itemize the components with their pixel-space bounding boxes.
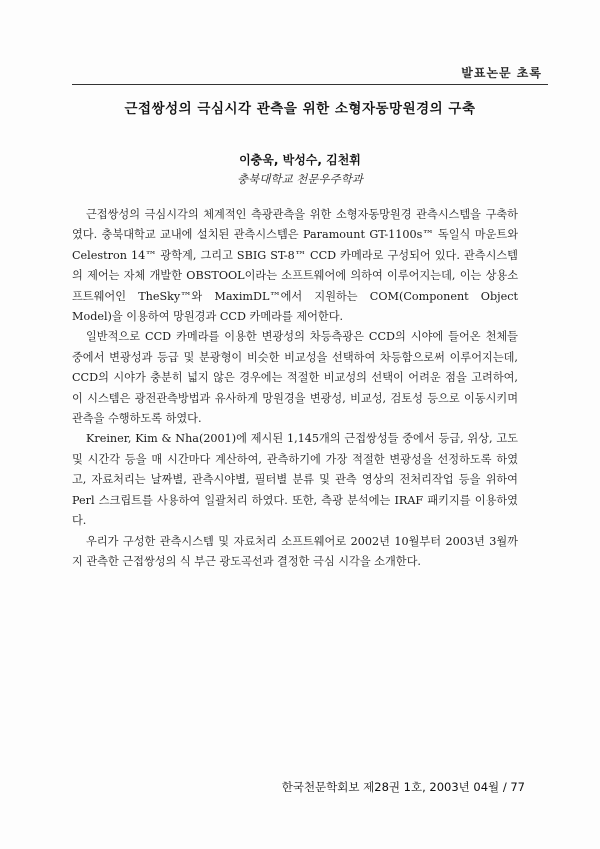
abstract-paragraph-2: 일반적으로 CCD 카메라를 이용한 변광성의 차등측광은 CCD의 시야에 들어온 천체들 중에서 변광성과 등급 및 분광형이 비슷한 비교성을 선택하여 차등함으로써 이루어지는데, CCD의 시야가 충분히 넓지 않은 경우에는 적절한 비교성의 선택이 어려운 점을 고려하여, 이 시스템은 광전관측방법과 유사하게 망원경을 변광성, 비교성, 검토성 등으로 이동시키며 관측을 수행하도록 하였다. <box>72 330 518 426</box>
abstract-paragraph-1: 근접쌍성의 극심시각의 체계적인 측광관측을 위한 소형자동망원경 관측시스템을 구축하였다. 충북대학교 교내에 설치된 관측시스템은 Paramount GT-1100s™ 독일식 마운트와 Celestron 14™ 광학계, 그리고 SBIG ST-8™ CCD 카메라로 구성되어 있다. 관측시스템의 제어는 자체 개발한 OBSTOOL이라는 소프트웨어에 의하여 이루어지는데, 이는 상용소프트웨어인 TheSky™와 MaximDL™에서 지원하는 COM(Component Object Model)을 이용하여 망원경과 CCD 카메라를 제어한다. <box>72 208 518 324</box>
abstract-paragraph-3: Kreiner, Kim & Nha(2001)에 제시된 1,145개의 근접쌍성들 중에서 등급, 위상, 고도 및 시간각 등을 매 시간마다 계산하여, 관측하기에 가장 적절한 변광성을 선정하도록 하였고, 자료처리는 날짜별, 관측시야별, 필터별 분류 및 관측 영상의 전처리작업 등을 위하여 Perl 스크립트를 사용하여 일괄처리 하였다. 또한, 측광 분석에는 IRAF 패키지를 이용하였다. <box>72 432 518 528</box>
paper-authors: 이충욱, 박성수, 김천휘 <box>239 153 361 167</box>
abstract-paragraph-4: 우리가 구성한 관측시스템 및 자료처리 소프트웨어로 2002년 10월부터 2003년 3월까지 관측한 근접쌍성의 식 부근 광도곡선과 결정한 극심 시각을 소개한다. <box>72 534 518 568</box>
paper-affiliation: 충북대학교 천문우주학과 <box>237 172 363 186</box>
header-divider <box>72 84 548 85</box>
section-label: 발표논문 초록 <box>461 66 542 80</box>
abstract-body <box>72 205 518 572</box>
journal-footer: 한국천문학회보 제28권 1호, 2003년 04월 / 77 <box>281 780 525 794</box>
paper-title: 근접쌍성의 극심시각 관측을 위한 소형자동망원경의 구축 <box>124 101 476 117</box>
